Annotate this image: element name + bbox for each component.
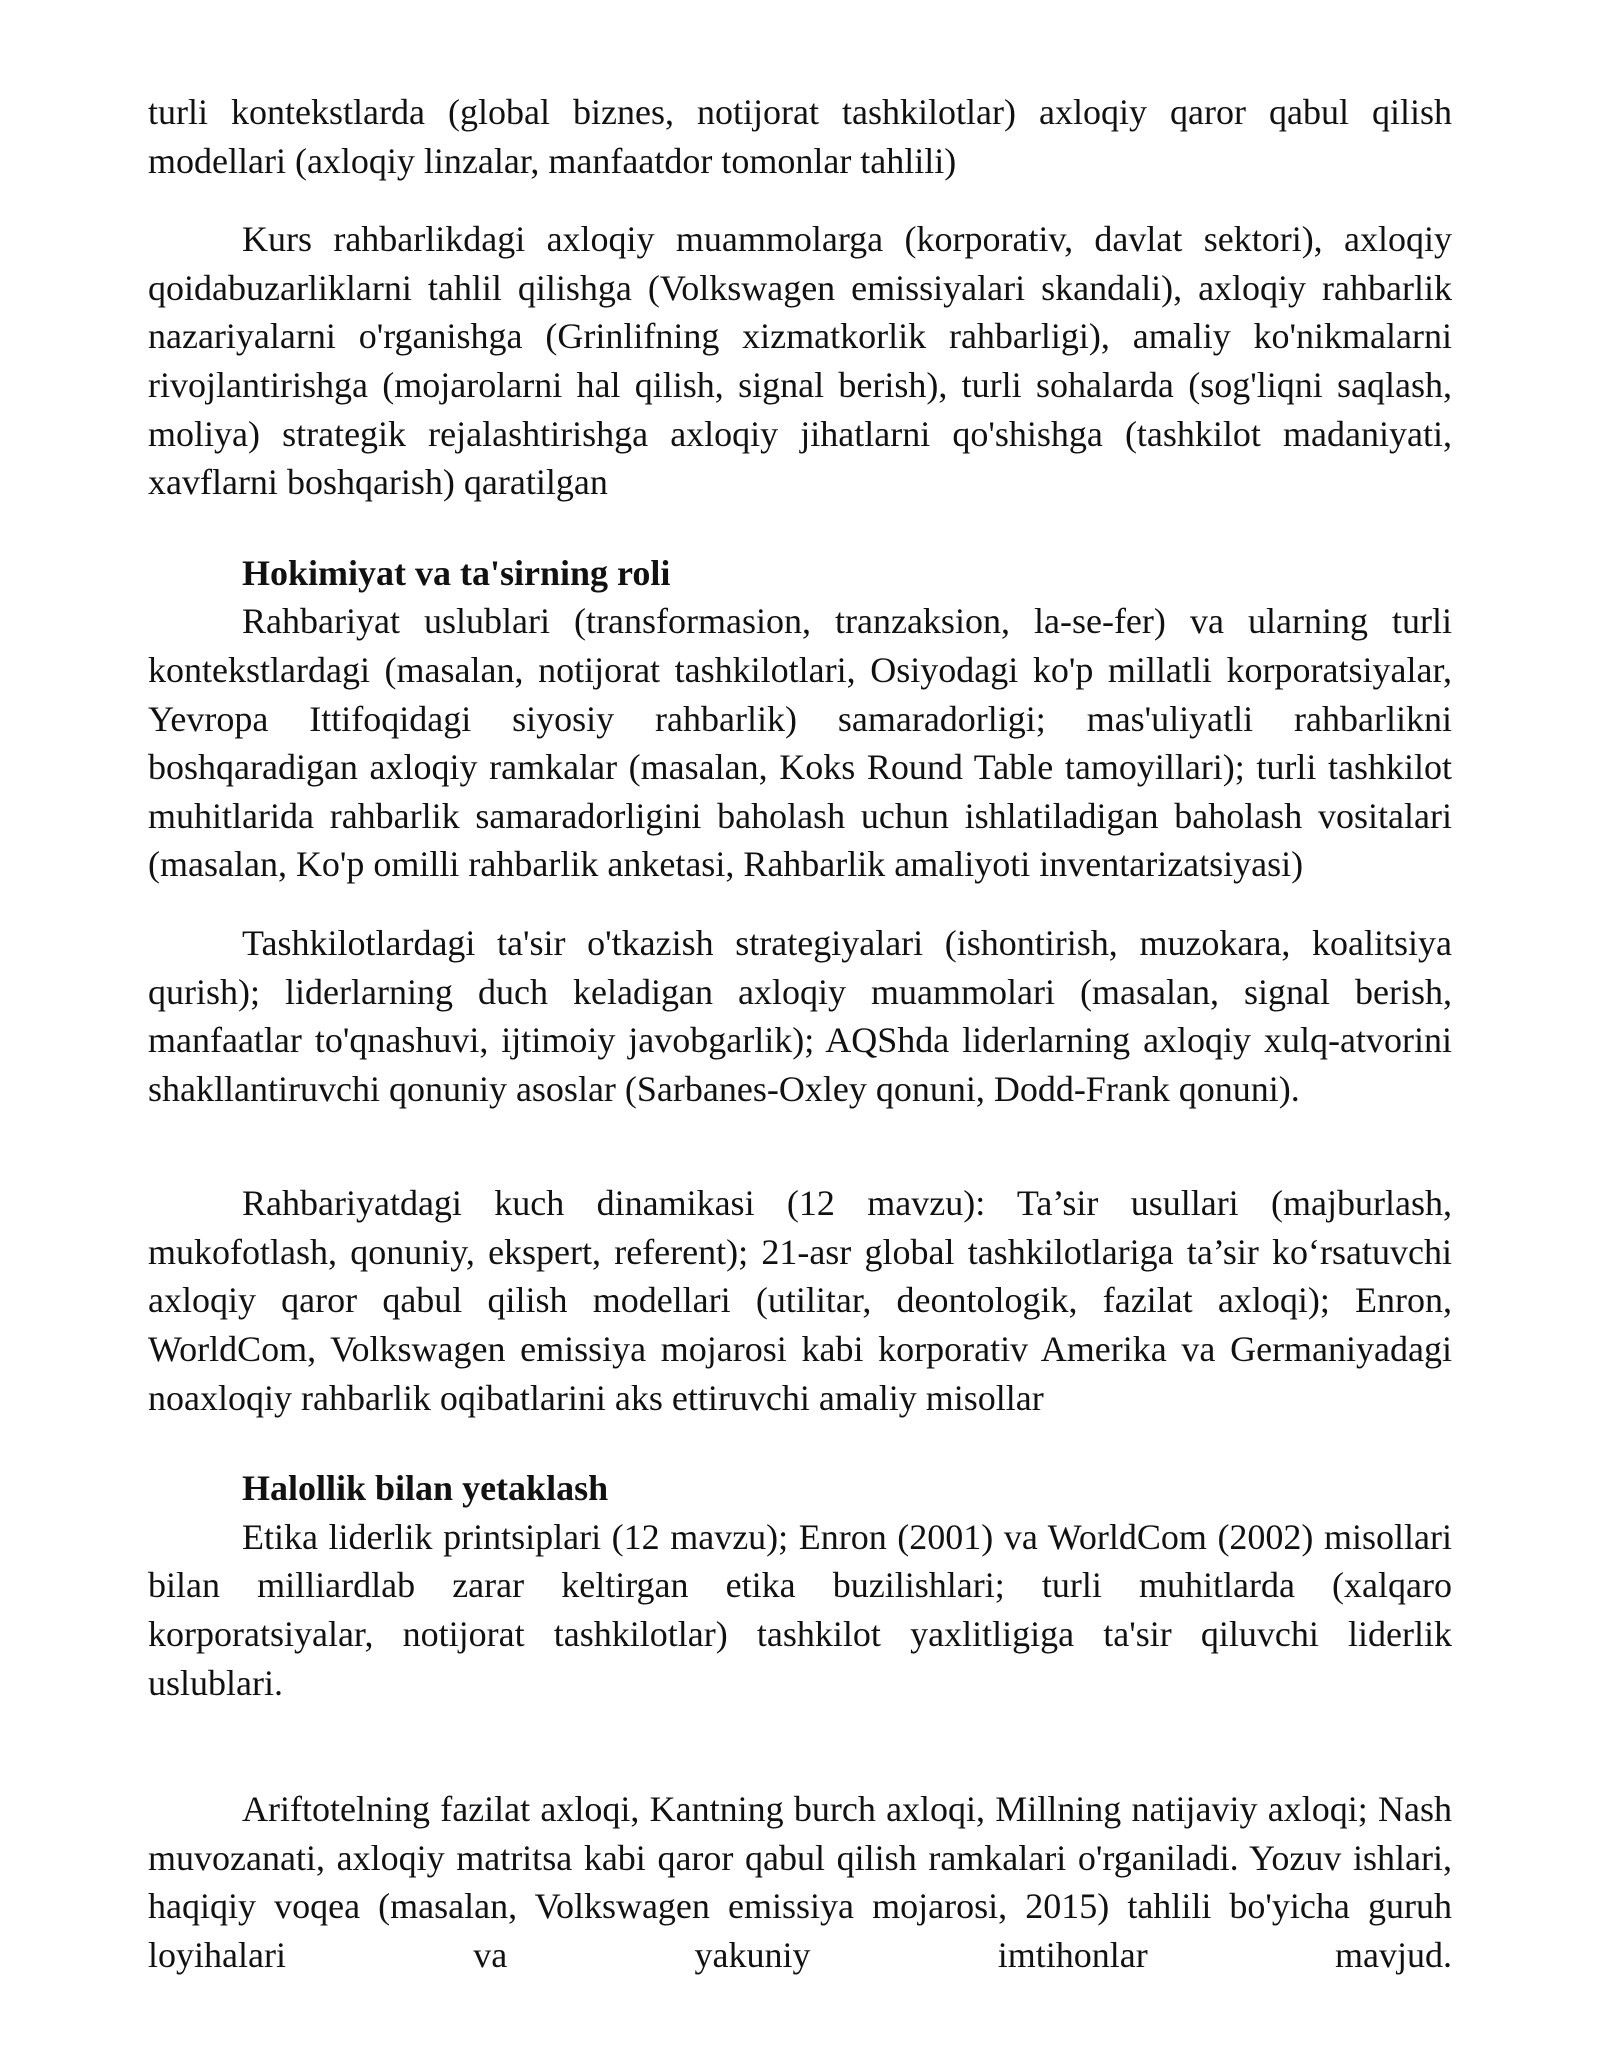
paragraph-influence-strategies: Tashkilotlardagi ta'sir o'tkazish strategiyalari (ishontirish, muzokara, koalitsiya qurish); liderlarning duch keladigan axloqiy muammolari (masalan, signal berish, manfaatlar to'qnashuvi, ijtimoiy javobgarlik); AQShda liderlarning axloqiy xulq-atvorini shakllantiruvchi qonuniy asoslar (Sarbanes-Oxley qonuni, Dodd-Frank qonuni). <box>148 922 1452 1109</box>
paragraph-decision-models: turli kontekstlarda (global biznes, notijorat tashkilotlar) axloqiy qaror qabul qilish modellari (axloqiy linzalar, manfaatdor tomonlar tahlili) <box>148 92 1452 181</box>
paragraph-ethics-principles: Etika liderlik printsiplari (12 mavzu); Enron (2001) va WorldCom (2002) misollari bilan milliardlab zarar keltirgan etika buzilishlari; turli muhitlarda (xalqaro korporatsiyalar, notijorat tashkilotlar) tashkilot yaxlitligiga ta'sir qiluvchi liderlik uslublari. <box>148 1516 1452 1703</box>
paragraph-course-focus: Kurs rahbarlikdagi axloqiy muammolarga (korporativ, davlat sektori), axloqiy qoidabuzarliklarni tahlil qilishga (Volkswagen emissiyalari skandali), axloqiy rahbarlik nazariyalarni o'rganishga (Grinlifning xizmatkorlik rahbarligi), amaliy ko'nikmalarni rivojlantirishga (mojarolarni hal qilish, signal berish), turli sohalarda (sog'liqni saqlash, moliya) strategik rejalashtirishga axloqiy jihatlarni qo'shishga (tashkilot madaniyati, xavflarni boshqarish) qaratilgan <box>148 219 1452 503</box>
document-page <box>148 88 1452 1980</box>
heading-leading-integrity: Halollik bilan yetaklash <box>242 1468 609 1509</box>
heading-power-influence: Hokimiyat va ta'sirning roli <box>242 552 671 593</box>
paragraph-power-dynamics: Rahbariyatdagi kuch dinamikasi (12 mavzu): Ta’sir usullari (majburlash, mukofotlash, qonuniy, ekspert, referent); 21-asr global tashkilotlariga ta’sir ko‘rsatuvchi axloqiy qaror qabul qilish modellari (utilitar, deontologik, fazilat axloqi); Enron, WorldCom, Volkswagen emissiya mojarosi kabi korporativ Amerika va Germaniyadagi noaxloqiy rahbarlik oqibatlarini aks ettiruvchi amaliy misollar <box>148 1183 1452 1418</box>
paragraph-ethical-theories: Ariftotelning fazilat axloqi, Kantning burch axloqi, Millning natijaviy axloqi; Nash muvozanati, axloqiy matritsa kabi qaror qabul qilish ramkalari o'rganiladi. Yozuv ishlari, haqiqiy voqea (masalan, Volkswagen emissiya mojarosi, 2015) tahlili bo'yicha guruh loyihalari va yakuniy imtihonlar mavjud. <box>148 1789 1452 1975</box>
paragraph-leadership-styles: Rahbariyat uslublari (transformasion, tranzaksion, la-se-fer) va ularning turli kontekstlardagi (masalan, notijorat tashkilotlari, Osiyodagi ko'p millatli korporatsiyalar, Yevropa Ittifoqidagi siyosiy rahbarlik) samaradorligi; mas'uliyatli rahbarlikni boshqaradigan axloqiy ramkalar (masalan, Koks Round Table tamoyillari); turli tashkilot muhitlarida rahbarlik samaradorligini baholash uchun ishlatiladigan baholash vositalari (masalan, Ko'p omilli rahbarlik anketasi, Rahbarlik amaliyoti inventarizatsiyasi) <box>148 601 1452 885</box>
